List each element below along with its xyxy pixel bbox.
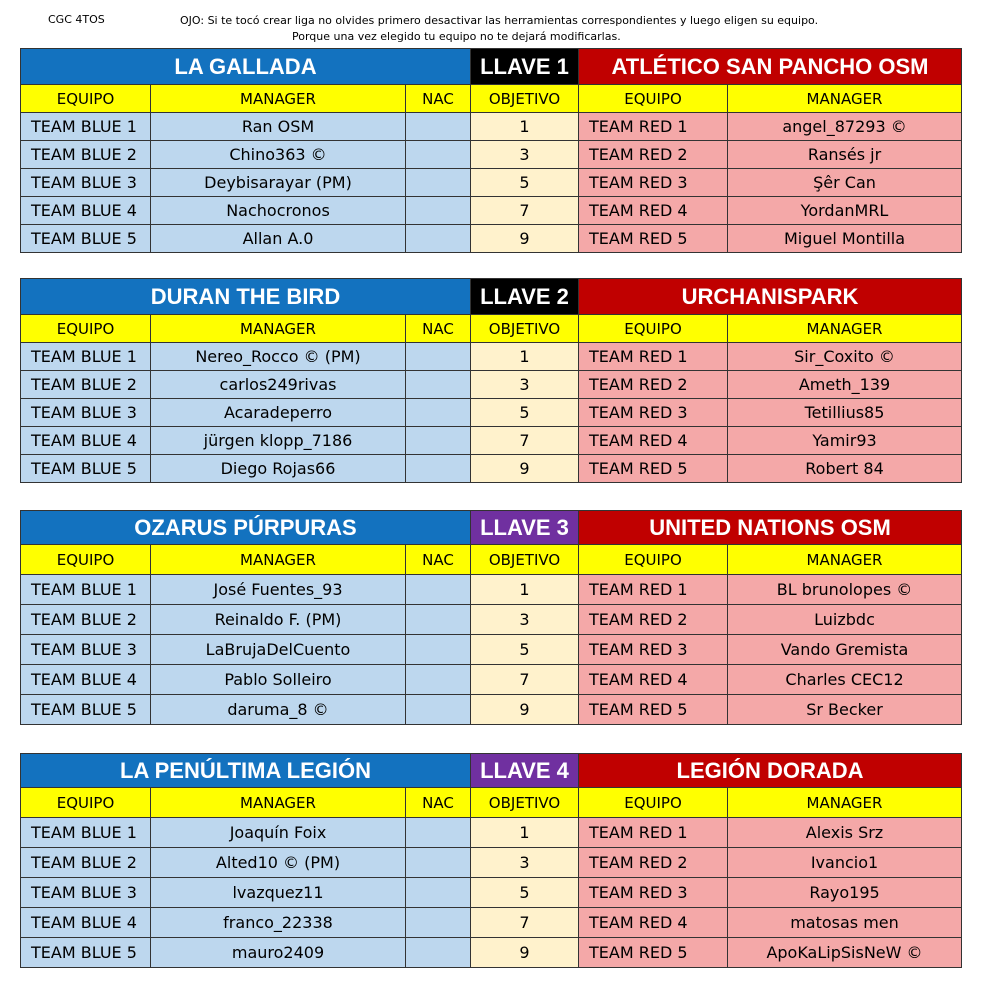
- objetivo-cell: 3: [471, 141, 579, 169]
- nac-cell: [406, 399, 471, 427]
- header-objetivo: OBJETIVO: [471, 545, 579, 575]
- nac-cell: [406, 908, 471, 938]
- red-team-cell: TEAM RED 2: [579, 371, 728, 399]
- blue-manager-cell: lvazquez11: [151, 878, 406, 908]
- blue-manager-cell: daruma_8 ©: [151, 695, 406, 725]
- red-team-cell: TEAM RED 2: [579, 605, 728, 635]
- blue-manager-cell: franco_22338: [151, 908, 406, 938]
- objetivo-cell: 9: [471, 455, 579, 483]
- header-equipo-red: EQUIPO: [579, 788, 728, 818]
- blue-manager-cell: Allan A.0: [151, 225, 406, 253]
- table-row: [21, 169, 962, 197]
- blue-team-name: LA GALLADA: [21, 49, 471, 85]
- blue-team-cell: TEAM BLUE 1: [21, 818, 151, 848]
- red-team-cell: TEAM RED 1: [579, 113, 728, 141]
- blue-manager-cell: carlos249rivas: [151, 371, 406, 399]
- header-objetivo: OBJETIVO: [471, 315, 579, 343]
- objetivo-cell: 5: [471, 399, 579, 427]
- blue-team-cell: TEAM BLUE 3: [21, 169, 151, 197]
- table-row: [21, 427, 962, 455]
- nac-cell: [406, 635, 471, 665]
- column-header-row: [21, 315, 962, 343]
- blue-team-cell: TEAM BLUE 3: [21, 878, 151, 908]
- column-header-row: [21, 788, 962, 818]
- red-manager-cell: Ivancio1: [728, 848, 962, 878]
- red-team-name: LEGIÓN DORADA: [579, 754, 962, 788]
- nac-cell: [406, 878, 471, 908]
- red-team-cell: TEAM RED 1: [579, 343, 728, 371]
- blue-team-cell: TEAM BLUE 4: [21, 908, 151, 938]
- table-row: [21, 605, 962, 635]
- header-equipo: EQUIPO: [21, 85, 151, 113]
- red-team-cell: TEAM RED 2: [579, 848, 728, 878]
- blue-manager-cell: Diego Rojas66: [151, 455, 406, 483]
- red-team-cell: TEAM RED 3: [579, 878, 728, 908]
- red-manager-cell: Charles CEC12: [728, 665, 962, 695]
- red-team-cell: TEAM RED 5: [579, 695, 728, 725]
- header-equipo: EQUIPO: [21, 315, 151, 343]
- blue-team-cell: TEAM BLUE 2: [21, 848, 151, 878]
- nac-cell: [406, 695, 471, 725]
- table-row: [21, 371, 962, 399]
- bracket-table-4: [20, 753, 962, 968]
- header-manager: MANAGER: [151, 85, 406, 113]
- instruction-note: [180, 13, 970, 45]
- red-manager-cell: YordanMRL: [728, 197, 962, 225]
- blue-team-cell: TEAM BLUE 3: [21, 399, 151, 427]
- header-equipo-red: EQUIPO: [579, 315, 728, 343]
- blue-manager-cell: mauro2409: [151, 938, 406, 968]
- table-row: [21, 938, 962, 968]
- objetivo-cell: 5: [471, 169, 579, 197]
- blue-manager-cell: Reinaldo F. (PM): [151, 605, 406, 635]
- objetivo-cell: 7: [471, 197, 579, 225]
- objetivo-cell: 9: [471, 225, 579, 253]
- header-equipo-red: EQUIPO: [579, 85, 728, 113]
- blue-team-cell: TEAM BLUE 1: [21, 113, 151, 141]
- table-row: [21, 225, 962, 253]
- objetivo-cell: 7: [471, 665, 579, 695]
- blue-manager-cell: Deybisarayar (PM): [151, 169, 406, 197]
- blue-team-name: DURAN THE BIRD: [21, 279, 471, 315]
- objetivo-cell: 9: [471, 695, 579, 725]
- llave-label: LLAVE 3: [471, 511, 579, 545]
- nac-cell: [406, 818, 471, 848]
- table-row: [21, 197, 962, 225]
- blue-team-cell: TEAM BLUE 5: [21, 455, 151, 483]
- red-team-cell: TEAM RED 4: [579, 197, 728, 225]
- red-manager-cell: Ameth_139: [728, 371, 962, 399]
- header-equipo-red: EQUIPO: [579, 545, 728, 575]
- red-manager-cell: ApoKaLipSisNeW ©: [728, 938, 962, 968]
- red-team-cell: TEAM RED 1: [579, 818, 728, 848]
- blue-team-cell: TEAM BLUE 1: [21, 343, 151, 371]
- blue-team-cell: TEAM BLUE 5: [21, 938, 151, 968]
- red-team-cell: TEAM RED 5: [579, 938, 728, 968]
- red-manager-cell: Luizbdc: [728, 605, 962, 635]
- nac-cell: [406, 343, 471, 371]
- blue-manager-cell: José Fuentes_93: [151, 575, 406, 605]
- blue-manager-cell: Joaquín Foix: [151, 818, 406, 848]
- nac-cell: [406, 141, 471, 169]
- red-team-cell: TEAM RED 4: [579, 665, 728, 695]
- title-row: [21, 49, 962, 85]
- bracket-table-2: [20, 278, 962, 483]
- red-team-cell: TEAM RED 4: [579, 427, 728, 455]
- header-objetivo: OBJETIVO: [471, 85, 579, 113]
- blue-team-cell: TEAM BLUE 5: [21, 225, 151, 253]
- llave-label: LLAVE 1: [471, 49, 579, 85]
- blue-team-cell: TEAM BLUE 2: [21, 605, 151, 635]
- red-manager-cell: Tetillius85: [728, 399, 962, 427]
- table-row: [21, 113, 962, 141]
- red-manager-cell: Yamir93: [728, 427, 962, 455]
- nac-cell: [406, 938, 471, 968]
- objetivo-cell: 3: [471, 371, 579, 399]
- nac-cell: [406, 113, 471, 141]
- note-line-2: Porque una vez elegido tu equipo no te dejará modificarlas.: [292, 30, 621, 43]
- blue-manager-cell: Ran OSM: [151, 113, 406, 141]
- llave-label: LLAVE 2: [471, 279, 579, 315]
- objetivo-cell: 1: [471, 113, 579, 141]
- blue-team-name: OZARUS PÚRPURAS: [21, 511, 471, 545]
- header-manager-red: MANAGER: [728, 315, 962, 343]
- red-manager-cell: matosas men: [728, 908, 962, 938]
- blue-team-cell: TEAM BLUE 4: [21, 197, 151, 225]
- llave-label: LLAVE 4: [471, 754, 579, 788]
- blue-team-cell: TEAM BLUE 5: [21, 695, 151, 725]
- objetivo-cell: 3: [471, 605, 579, 635]
- nac-cell: [406, 455, 471, 483]
- nac-cell: [406, 427, 471, 455]
- header-nac: NAC: [406, 788, 471, 818]
- blue-team-cell: TEAM BLUE 2: [21, 371, 151, 399]
- objetivo-cell: 7: [471, 908, 579, 938]
- red-team-cell: TEAM RED 5: [579, 225, 728, 253]
- note-line-1: OJO: Si te tocó crear liga no olvides primero desactivar las herramientas correspondientes y luego eligen su equipo.: [180, 14, 819, 27]
- nac-cell: [406, 848, 471, 878]
- nac-cell: [406, 605, 471, 635]
- blue-manager-cell: Acaradeperro: [151, 399, 406, 427]
- red-manager-cell: Şêr Can: [728, 169, 962, 197]
- header-objetivo: OBJETIVO: [471, 788, 579, 818]
- red-team-name: ATLÉTICO SAN PANCHO OSM: [579, 49, 962, 85]
- red-manager-cell: BL brunolopes ©: [728, 575, 962, 605]
- table-row: [21, 635, 962, 665]
- red-manager-cell: Sir_Coxito ©: [728, 343, 962, 371]
- red-team-cell: TEAM RED 4: [579, 908, 728, 938]
- red-team-cell: TEAM RED 3: [579, 635, 728, 665]
- blue-manager-cell: Chino363 ©: [151, 141, 406, 169]
- nac-cell: [406, 197, 471, 225]
- red-manager-cell: Sr Becker: [728, 695, 962, 725]
- sheet-label: CGC 4TOS: [48, 13, 105, 26]
- table-row: [21, 818, 962, 848]
- header-equipo: EQUIPO: [21, 788, 151, 818]
- blue-team-cell: TEAM BLUE 4: [21, 665, 151, 695]
- blue-team-cell: TEAM BLUE 2: [21, 141, 151, 169]
- blue-manager-cell: Nereo_Rocco © (PM): [151, 343, 406, 371]
- nac-cell: [406, 169, 471, 197]
- title-row: [21, 511, 962, 545]
- objetivo-cell: 5: [471, 635, 579, 665]
- header-manager: MANAGER: [151, 545, 406, 575]
- red-manager-cell: Vando Gremista: [728, 635, 962, 665]
- red-manager-cell: angel_87293 ©: [728, 113, 962, 141]
- header-nac: NAC: [406, 545, 471, 575]
- blue-manager-cell: Nachocronos: [151, 197, 406, 225]
- objetivo-cell: 7: [471, 427, 579, 455]
- objetivo-cell: 3: [471, 848, 579, 878]
- table-row: [21, 665, 962, 695]
- table-row: [21, 908, 962, 938]
- header-manager-red: MANAGER: [728, 788, 962, 818]
- objetivo-cell: 9: [471, 938, 579, 968]
- red-manager-cell: Alexis Srz: [728, 818, 962, 848]
- blue-team-name: LA PENÚLTIMA LEGIÓN: [21, 754, 471, 788]
- red-team-cell: TEAM RED 1: [579, 575, 728, 605]
- red-team-cell: TEAM RED 2: [579, 141, 728, 169]
- red-team-cell: TEAM RED 5: [579, 455, 728, 483]
- nac-cell: [406, 225, 471, 253]
- blue-manager-cell: LaBrujaDelCuento: [151, 635, 406, 665]
- blue-manager-cell: Alted10 © (PM): [151, 848, 406, 878]
- table-row: [21, 878, 962, 908]
- header-manager-red: MANAGER: [728, 545, 962, 575]
- blue-team-cell: TEAM BLUE 1: [21, 575, 151, 605]
- red-team-name: URCHANISPARK: [579, 279, 962, 315]
- red-team-cell: TEAM RED 3: [579, 169, 728, 197]
- header-manager-red: MANAGER: [728, 85, 962, 113]
- column-header-row: [21, 85, 962, 113]
- column-header-row: [21, 545, 962, 575]
- blue-manager-cell: Pablo Solleiro: [151, 665, 406, 695]
- header-equipo: EQUIPO: [21, 545, 151, 575]
- blue-team-cell: TEAM BLUE 3: [21, 635, 151, 665]
- objetivo-cell: 1: [471, 343, 579, 371]
- nac-cell: [406, 371, 471, 399]
- nac-cell: [406, 575, 471, 605]
- red-team-cell: TEAM RED 3: [579, 399, 728, 427]
- nac-cell: [406, 665, 471, 695]
- table-row: [21, 399, 962, 427]
- bracket-table-1: [20, 48, 962, 253]
- red-manager-cell: Rayo195: [728, 878, 962, 908]
- objetivo-cell: 1: [471, 818, 579, 848]
- red-manager-cell: Miguel Montilla: [728, 225, 962, 253]
- bracket-table-3: [20, 510, 962, 725]
- title-row: [21, 754, 962, 788]
- table-row: [21, 455, 962, 483]
- table-row: [21, 343, 962, 371]
- red-team-name: UNITED NATIONS OSM: [579, 511, 962, 545]
- header-manager: MANAGER: [151, 315, 406, 343]
- red-manager-cell: Ransés jr: [728, 141, 962, 169]
- objetivo-cell: 1: [471, 575, 579, 605]
- blue-team-cell: TEAM BLUE 4: [21, 427, 151, 455]
- table-row: [21, 695, 962, 725]
- header-manager: MANAGER: [151, 788, 406, 818]
- header-nac: NAC: [406, 85, 471, 113]
- table-row: [21, 848, 962, 878]
- objetivo-cell: 5: [471, 878, 579, 908]
- title-row: [21, 279, 962, 315]
- table-row: [21, 141, 962, 169]
- blue-manager-cell: jürgen klopp_7186: [151, 427, 406, 455]
- red-manager-cell: Robert 84: [728, 455, 962, 483]
- header-nac: NAC: [406, 315, 471, 343]
- table-row: [21, 575, 962, 605]
